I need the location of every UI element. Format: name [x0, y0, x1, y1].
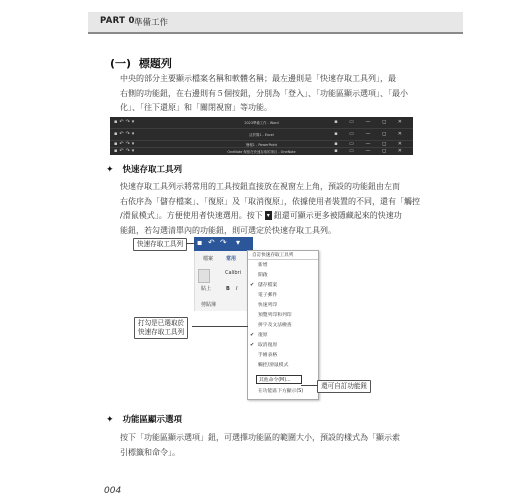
menu-item[interactable] — [248, 341, 318, 350]
redo-icon[interactable]: ↷ — [220, 238, 227, 247]
menu-item[interactable] — [248, 281, 318, 290]
menu-item-label: 觸控/滑鼠模式 — [258, 363, 289, 368]
window-controls: ▪ ▭ — ◻ ✕ — [334, 119, 407, 125]
menu-item-label: 預覽列印和列印 — [258, 313, 292, 318]
title-bars-screenshot — [110, 117, 413, 155]
bold-button[interactable]: B — [226, 286, 230, 292]
menu-item-label: 電子郵件 — [258, 293, 278, 298]
menu-item[interactable] — [248, 321, 318, 330]
paragraph-line: 引標籤和命令」。 — [120, 447, 180, 457]
customize-qat-menu — [247, 250, 319, 400]
paragraph-line: 快速存取工具列示將常用的工具按鈕直接放在視窗左上角，預設的功能鈕由左而 — [120, 182, 400, 191]
undo-icon[interactable]: ↶ — [208, 238, 215, 247]
menu-item-label: 新增 — [258, 263, 268, 268]
title-bar — [110, 141, 413, 148]
ribbon-options-paragraph — [120, 431, 432, 460]
page-header — [88, 12, 463, 34]
qat-icons: ▪↶↷▾ — [114, 148, 137, 154]
menu-item-label: 其他命令(M)... — [259, 378, 291, 383]
callout-connector — [301, 385, 318, 386]
menu-item-label: 取消復原 — [258, 343, 278, 348]
dropdown-chevron-icon: ▾ — [266, 212, 270, 219]
window-controls: ▪ ▭ — ◻ ✕ — [334, 131, 407, 137]
clipboard-group-label: 剪貼簿 — [201, 302, 217, 308]
menu-item[interactable] — [248, 261, 318, 270]
paragraph-line: 化」、「往下還原」和「關閉視窗」等功能。 — [120, 103, 272, 112]
title-bar-text: OneNote 保留在快速存取的項目 - OneNote — [227, 150, 296, 154]
more-commands-item[interactable] — [256, 375, 302, 384]
page-number: 004 — [104, 486, 122, 496]
menu-header: 自訂快速存取工具列 — [248, 251, 318, 260]
paragraph-line: 能鈕，若勾選清單內的功能鈕，則可選定於快速存取工具列。 — [120, 225, 336, 235]
paragraph-text: 鈕還可顯示更多被隱藏起來的快速功 — [273, 211, 402, 220]
qat-heading — [106, 163, 182, 175]
ribbon — [194, 251, 254, 311]
section-title: 標題列 — [138, 57, 172, 70]
intro-paragraph — [120, 72, 430, 116]
window-controls: ▪ ▭ — ◻ ✕ — [334, 148, 407, 154]
italic-button[interactable]: I — [236, 286, 238, 292]
menu-item-label: 手繪表格 — [258, 353, 278, 358]
menu-item[interactable] — [248, 387, 318, 396]
callout-checked: 打勾是已選取於 快速存取工具列 — [134, 317, 188, 339]
save-icon[interactable]: ▪ — [197, 238, 203, 247]
menu-item[interactable] — [248, 351, 318, 360]
title-bar-text: 活頁簿1 - Excel — [249, 133, 274, 137]
qat-icons: ▪↶↷▾ — [114, 131, 137, 137]
menu-item-label: 開啟 — [258, 273, 268, 278]
paragraph-line: 右側的功能鈕，在右邊則有５個按鈕，分別為「登入」、「功能區顯示選項」、「最小 — [120, 88, 408, 98]
menu-item-label: 復原 — [258, 333, 268, 338]
font-name[interactable]: Calibri — [225, 270, 241, 276]
menu-item[interactable] — [248, 331, 318, 340]
chapter-title: 準備工作 — [134, 18, 169, 28]
title-bar — [110, 129, 413, 141]
title-bar-text: 簡報1 - PowerPoint — [246, 143, 277, 147]
paragraph-line — [120, 209, 432, 224]
window-controls: ▪ ▭ — ◻ ✕ — [334, 141, 407, 147]
paste-icon[interactable] — [198, 269, 210, 283]
bullet-icon: ✦ — [106, 415, 114, 425]
tab-home[interactable]: 常用 — [226, 256, 237, 262]
title-bar — [110, 148, 413, 155]
checkmark-icon: ✔ — [250, 282, 255, 288]
bullet-icon: ✦ — [106, 165, 114, 175]
menu-item[interactable] — [248, 311, 318, 320]
qat-heading-text: 快速存取工具列 — [122, 165, 183, 175]
part-label: PART 0 — [100, 16, 135, 26]
callout-qat: 快速存取工具列 — [133, 238, 187, 251]
ribbon-options-heading — [106, 413, 182, 425]
menu-item[interactable] — [248, 271, 318, 280]
callout-connector — [186, 243, 195, 244]
tab-file[interactable]: 檔案 — [203, 256, 214, 262]
paste-label[interactable]: 貼上 — [201, 286, 212, 292]
checkmark-icon: ✔ — [250, 332, 255, 338]
paragraph-line: 按下「功能區顯示選項」鈕，可選擇功能區的範圍大小，預設的樣式為「顯示索 — [120, 433, 400, 442]
title-bar-text: 2023準備工作 - Word — [244, 121, 279, 125]
checkmark-icon: ✔ — [250, 342, 255, 348]
menu-item[interactable] — [248, 291, 318, 300]
paragraph-text: /滑鼠模式」。方便使用者快速選用。按下 — [120, 211, 263, 220]
menu-item[interactable] — [248, 361, 318, 370]
section-heading — [110, 55, 172, 71]
menu-item-label: 快速列印 — [258, 303, 278, 308]
paragraph-line: 中央的部分主要顯示檔案名稱和軟體名稱；最左邊則是「快速存取工具列」，最 — [120, 74, 396, 83]
callout-custom: 還可自訂功能鈕 — [317, 380, 371, 393]
menu-item[interactable] — [248, 301, 318, 310]
paragraph-line: 右依序為「儲存檔案」、「復原」及「取消復原」，依據使用者裝置的不同，還有「觸控 — [120, 196, 420, 206]
qat-paragraph — [120, 180, 432, 238]
qat-icons: ▪↶↷▾ — [114, 141, 137, 147]
qat-icons: ▪↶↷▾ — [114, 119, 137, 125]
title-bar — [110, 117, 413, 129]
quick-access-toolbar — [194, 237, 253, 251]
menu-item-label: 拼字及文法檢查 — [258, 323, 292, 328]
menu-item-label: 在功能區下方顯示(S) — [258, 389, 304, 394]
customize-qat-icon[interactable]: ▾ — [236, 238, 241, 247]
ribbon-options-heading-text: 功能區顯示選項 — [122, 415, 183, 425]
callout-connector — [192, 326, 248, 327]
section-number: (一) — [110, 57, 132, 70]
menu-item-label: 儲存檔案 — [258, 283, 278, 288]
